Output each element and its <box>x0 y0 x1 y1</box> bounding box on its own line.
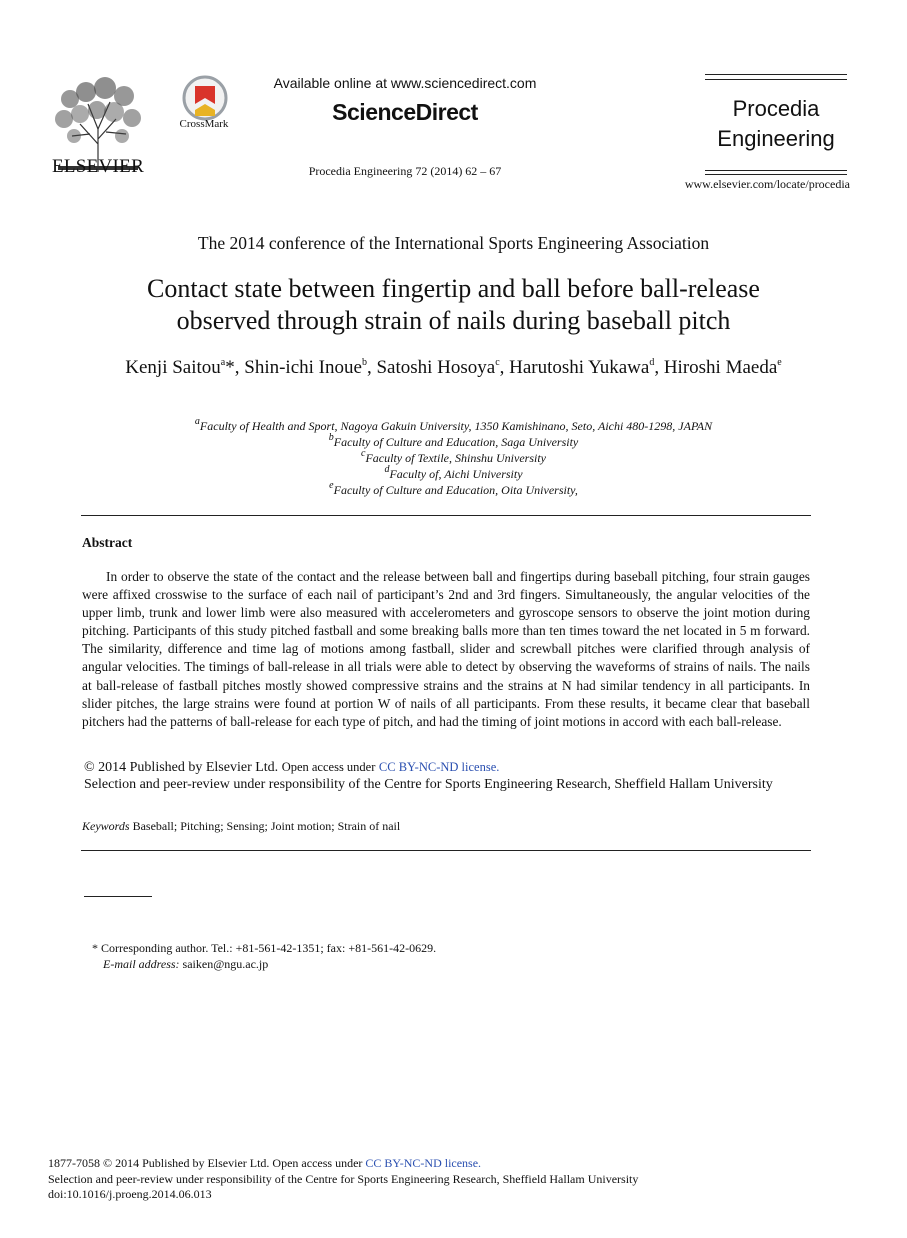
peer-review-statement: Selection and peer-review under responsibility of the Centre for Sports Engineering Research, Sheffield Hallam University <box>84 777 773 792</box>
footnote-divider <box>84 896 152 897</box>
corresponding-author-footnote <box>92 940 792 972</box>
paper-title <box>60 273 847 337</box>
section-divider <box>81 515 811 516</box>
author: Satoshi Hosoya$^c$, <box>376 356 510 378</box>
journal-title <box>705 94 847 154</box>
journal-reference: Procedia Engineering 72 (2014) 62 – 67 <box>308 164 502 178</box>
sciencedirect-brand[interactable]: ScienceDirect <box>332 99 478 125</box>
copyright-line <box>84 760 844 776</box>
abstract-text: In order to observe the state of the contact and the release between ball and fingertips during baseball pitching, four strain gauges were affixed crosswise to the surface of each nail of participant’s 2nd and 3rd fingers. Simultaneously, the angular velocities of the upper limb, trunk and lower limb were also measured with accelerometers and gyroscope sensors to observe the joint motion during pitching. Participants of this study pitched fastball and some breaking balls more than ten times toward the net located in 5 m forward. The similarity, difference and time lag of motions among fastball, slider and screwball pitches were clarified through analysis of angular velocities. The timings of ball-release in all trials were able to detect by observing the waveforms of strains of nails. The nails at ball-release of fastball pitches mostly showed compressive strains and the strains at N had similar tendency in all participants. In slider pitches, the large strains were found at portion W of nails of all participants. From these results, it became clear that baseball pitchers had the patterns of ball-release for each type of pitch, and had the timing of joint motions in accord with each ball-release. <box>82 569 810 729</box>
footer-doi[interactable]: doi:10.1016/j.proeng.2014.06.013 <box>48 1187 212 1201</box>
affiliation: $^d$Faculty of, Aichi University <box>384 464 523 481</box>
affiliation: $^e$Faculty of Culture and Education, Oita University, <box>329 480 578 497</box>
footer-issn-line <box>48 1156 848 1172</box>
crossmark-label: CrossMark <box>179 118 229 130</box>
journal-rule-top-inner <box>705 79 847 80</box>
elsevier-wordmark: ELSEVIER <box>51 156 145 177</box>
section-divider <box>81 850 811 851</box>
author: Hiroshi Maeda$^e$ <box>663 356 782 378</box>
email-address[interactable]: saiken@ngu.ac.jp <box>182 957 269 971</box>
journal-rule-bottom <box>705 174 847 175</box>
affiliation-list <box>60 418 847 498</box>
author: Shin-ichi Inoue$^b$, <box>244 356 377 378</box>
open-access-text: Open access under <box>281 760 376 774</box>
corresponding-contact: * Corresponding author. Tel.: +81-561-42-1351; fax: +81-561-42-0629. <box>92 941 437 955</box>
keywords-list: Baseball; Pitching; Sensing; Joint motion; Strain of nail <box>132 819 401 833</box>
keywords-label: Keywords <box>82 819 130 833</box>
email-line <box>92 956 792 972</box>
journal-title-line1: Procedia <box>732 96 820 121</box>
footer-copyright: 1877-7058 © 2014 Published by Elsevier Ltd. Open access under <box>48 1156 363 1170</box>
footer-license-link[interactable]: CC BY-NC-ND license. <box>365 1156 482 1170</box>
affiliation: $^b$Faculty of Culture and Education, Saga University <box>328 432 579 449</box>
journal-rule-bottom-inner <box>705 170 847 171</box>
license-link[interactable]: CC BY-NC-ND license. <box>378 760 500 774</box>
author: Harutoshi Yukawa$^d$, <box>509 356 664 378</box>
abstract-heading: Abstract <box>82 535 133 550</box>
affiliation: $^a$Faculty of Health and Sport, Nagoya Gakuin University, 1350 Kamishinano, Seto, Aichi 480-1298, JAPAN <box>194 416 713 433</box>
email-label: E-mail address: <box>103 957 180 971</box>
affiliation: $^c$Faculty of Textile, Shinshu University <box>361 448 546 465</box>
available-online-text: Available online at www.sciencedirect.com <box>273 75 537 91</box>
author-list <box>60 355 847 381</box>
author: Kenji Saitou$^a$*, <box>125 356 245 378</box>
journal-title-line2: Engineering <box>717 126 835 151</box>
paper-title-line2: observed through strain of nails during baseball pitch <box>176 306 731 335</box>
conference-name: The 2014 conference of the International Sports Engineering Association <box>197 233 710 253</box>
journal-rule-top <box>705 74 847 75</box>
footer-peer-review: Selection and peer-review under responsibility of the Centre for Sports Engineering Research, Sheffield Hallam University <box>48 1171 639 1186</box>
journal-url[interactable]: www.elsevier.com/locate/procedia <box>684 177 850 191</box>
page-footer <box>48 1156 848 1203</box>
keywords <box>82 819 810 834</box>
copyright-text: © 2014 Published by Elsevier Ltd. <box>84 760 279 775</box>
paper-title-line1: Contact state between fingertip and ball before ball-release <box>147 274 760 303</box>
